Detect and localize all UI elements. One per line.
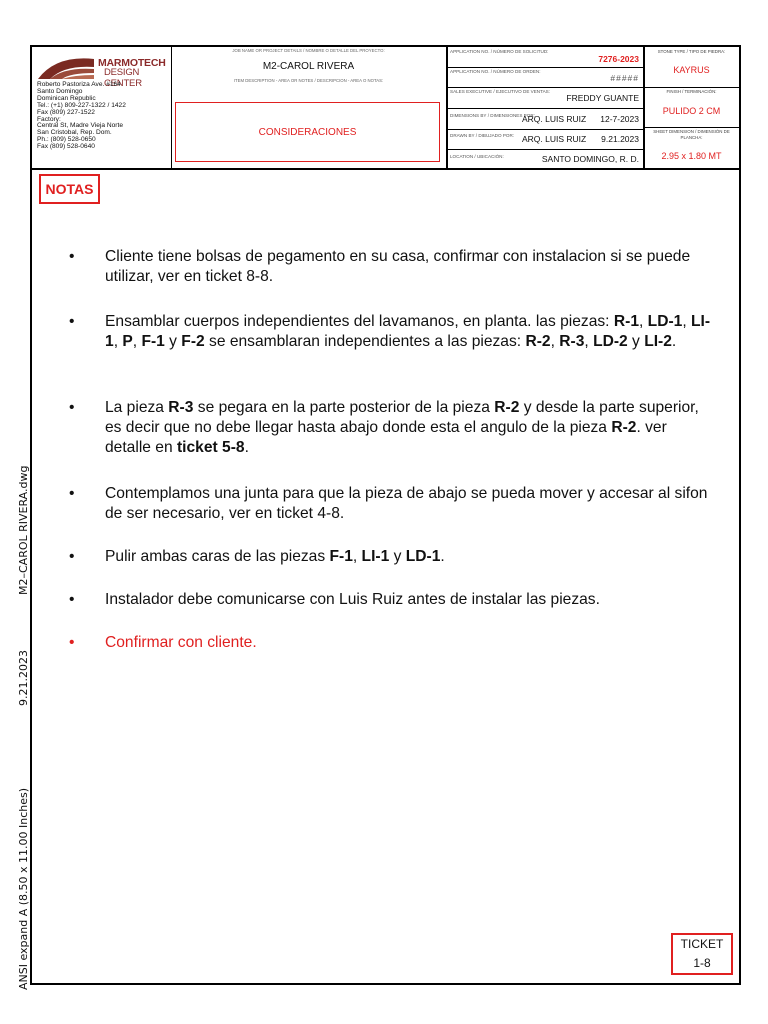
note-segment: , <box>550 333 560 350</box>
dimensions-by-label: DIMENSIONS BY / DIMENSIONES POR: <box>450 113 535 118</box>
project-name-label: JOB NAME OR PROJECT DETAILS / NOMBRE O DETALLE DEL PROYECTO: <box>232 48 385 53</box>
sheet-row <box>644 127 739 168</box>
note-segment: y <box>389 548 406 565</box>
note-piece-ref: F-2 <box>181 333 205 350</box>
ticket-number: 1-8 <box>693 956 711 970</box>
sheet-label: SHEET DIMENSION / DIMENSIÓN DE PLANCHA: <box>653 129 730 140</box>
note-piece-ref: ticket 5-8 <box>176 439 245 456</box>
sheet-value: 2.95 x 1.80 MT <box>661 151 722 161</box>
address-line: Ph.: (809) 528-0650 <box>37 136 96 144</box>
stone-type-value: KAYRUS <box>673 65 710 75</box>
note-item <box>69 312 715 352</box>
bullet-icon: • <box>69 485 75 502</box>
address-line: Tel.: (+1) 809-227-1322 / 1422 <box>37 101 126 109</box>
note-piece-ref: LD-1 <box>647 313 683 330</box>
note-segment: , <box>584 333 594 350</box>
note-segment: Ensamblar cuerpos independientes del lavamanos, en planta. las piezas: <box>105 313 614 330</box>
dimensions-date: 12-7-2023 <box>600 114 639 124</box>
note-piece-ref: R-2 <box>611 419 637 436</box>
note-segment: Contemplamos una junta para que la pieza de abajo se pueda mover y accesar al sifon de ser necesario, ver en ticket 4-8. <box>105 485 708 522</box>
bullet-icon: • <box>69 591 75 608</box>
note-segment: , <box>639 313 648 330</box>
note-text <box>105 399 699 456</box>
note-segment: , <box>113 333 123 350</box>
address-line: Factory: <box>37 115 61 123</box>
order-no-row <box>447 67 643 88</box>
address-line: San Cristobal, Rep. Dom. <box>37 129 112 137</box>
address-line: Fax (809) 528-0640 <box>37 143 95 151</box>
note-piece-ref: R-3 <box>559 333 585 350</box>
note-item <box>69 398 715 458</box>
note-text <box>105 248 690 285</box>
margin-date: 9.21.2023 <box>17 650 30 706</box>
order-fields-cell <box>447 47 645 168</box>
note-segment: Confirmar con cliente. <box>105 634 257 651</box>
note-segment: y <box>164 333 182 350</box>
note-segment: , <box>132 333 142 350</box>
note-segment: Instalador debe comunicarse con Luis Ruiz antes de instalar las piezas. <box>105 591 600 608</box>
note-segment: La pieza <box>105 399 169 416</box>
margin-paper-size: ANSI expand A (8.50 x 11.00 Inches) <box>17 787 30 990</box>
company-cell <box>32 47 172 168</box>
note-segment: Cliente tiene bolsas de pegamento en su casa, confirmar con instalacion si se puede utilizar, ver en ticket 8-8. <box>105 248 691 285</box>
note-segment: Pulir ambas caras de las piezas <box>105 548 330 565</box>
note-item <box>69 633 715 653</box>
note-piece-ref: F-1 <box>329 548 353 565</box>
stone-type-label: STONE TYPE / TIPO DE PIEDRA: <box>657 49 726 54</box>
note-segment: , <box>682 313 691 330</box>
ticket-label: TICKET <box>680 937 724 951</box>
bullet-icon: • <box>69 248 75 265</box>
note-piece-ref: LI-1 <box>361 548 390 565</box>
finish-value: PULIDO 2 CM <box>662 106 721 116</box>
note-segment: y desde la parte superior, es decir que no debe llegar hasta abajo donde esta el angulo de la pieza <box>105 399 699 436</box>
address-line: Dominican Republic <box>37 94 96 102</box>
application-no-label: APPLICATION NO. / NÚMERO DE SOLICITUD: <box>450 49 549 54</box>
order-no-value: ##### <box>610 73 639 83</box>
project-cell <box>171 47 448 168</box>
note-text <box>105 313 710 350</box>
note-piece-ref: LD-1 <box>405 548 441 565</box>
note-segment: se ensamblaran independientes a las piezas: <box>204 333 526 350</box>
bullet-icon: • <box>69 634 75 651</box>
note-item <box>69 247 715 287</box>
item-description-label: ITEM DESCRIPTION - AREA OR NOTES / DESCRIPCION - AREA O NOTAS: <box>233 78 384 83</box>
drawn-by-label: DRAWN BY / DIBUJADO POR: <box>450 133 515 138</box>
note-text <box>105 548 445 565</box>
location-value: SANTO DOMINGO, R. D. <box>541 154 639 164</box>
note-item <box>69 590 715 610</box>
note-piece-ref: R-1 <box>613 313 639 330</box>
location-row <box>447 149 643 168</box>
drawn-date: 9.21.2023 <box>601 134 639 144</box>
dimensions-by-row <box>447 108 643 130</box>
stone-cell <box>644 47 739 168</box>
drawn-by-value: ARQ. LUIS RUIZ <box>522 134 587 144</box>
application-no-value: 7276-2023 <box>598 54 639 64</box>
sales-exec-row <box>447 87 643 109</box>
drawn-by-row <box>447 129 643 150</box>
stone-type-row <box>644 47 739 88</box>
item-description-box <box>175 102 440 162</box>
note-piece-ref: R-3 <box>168 399 194 416</box>
ticket-box <box>671 933 733 975</box>
note-piece-ref: P <box>122 333 133 350</box>
note-segment: se pegara en la parte posterior de la pieza <box>193 399 495 416</box>
note-text <box>105 485 707 522</box>
company-address <box>37 82 126 151</box>
note-segment: . <box>244 439 249 456</box>
note-segment: . <box>671 333 677 350</box>
location-label: LOCATION / UBICACIÓN: <box>450 154 504 159</box>
title-block <box>32 47 739 170</box>
bullet-icon: • <box>69 313 75 330</box>
project-name: M2-CAROL RIVERA <box>262 61 355 72</box>
note-piece-ref: LI-1 <box>105 313 711 350</box>
note-piece-ref: F-1 <box>141 333 165 350</box>
note-item <box>69 484 715 524</box>
note-piece-ref: R-2 <box>494 399 520 416</box>
margin-file-name: M2–CAROL RIVERA.dwg <box>17 465 30 595</box>
bullet-icon: • <box>69 399 75 416</box>
sales-exec-label: SALES EXECUTIVE / EJECUTIVO DE VENTAS: <box>450 89 550 94</box>
address-line: Santo Domingo <box>37 87 83 95</box>
brand-name: MARMOTECH <box>98 57 166 69</box>
bullet-icon: • <box>69 548 75 565</box>
finish-row <box>644 87 739 128</box>
address-line: Fax (809) 227-1522 <box>37 108 95 116</box>
note-text <box>105 591 600 608</box>
order-no-label: APPLICATION NO. / NÚMERO DE ORDEN: <box>450 69 541 74</box>
note-segment: , <box>352 548 362 565</box>
note-item <box>69 547 715 567</box>
note-segment: . <box>440 548 445 565</box>
application-no-row <box>447 47 643 68</box>
item-description: CONSIDERACIONES <box>258 127 357 138</box>
address-line: Central St, Madre Vieja Norte <box>37 122 124 130</box>
note-text <box>105 634 257 651</box>
finish-label: FINISH / TERMINACIÓN: <box>666 89 717 94</box>
marble-arc-icon <box>36 53 98 79</box>
notes-heading: NOTAS <box>39 174 100 204</box>
address-line: Roberto Pastoriza Ave. #164 <box>37 81 121 88</box>
note-piece-ref: LD-2 <box>593 333 628 350</box>
note-piece-ref: LI-2 <box>644 333 672 350</box>
note-segment: y <box>627 333 645 350</box>
note-segment: . ver detalle en <box>105 419 667 456</box>
note-piece-ref: R-2 <box>525 333 551 350</box>
sales-exec-value: FREDDY GUANTE <box>566 93 639 103</box>
brand-subtitle: DESIGN CENTER <box>104 67 142 89</box>
drawing-frame <box>30 45 741 985</box>
dimensions-by-value: ARQ. LUIS RUIZ <box>522 114 587 124</box>
